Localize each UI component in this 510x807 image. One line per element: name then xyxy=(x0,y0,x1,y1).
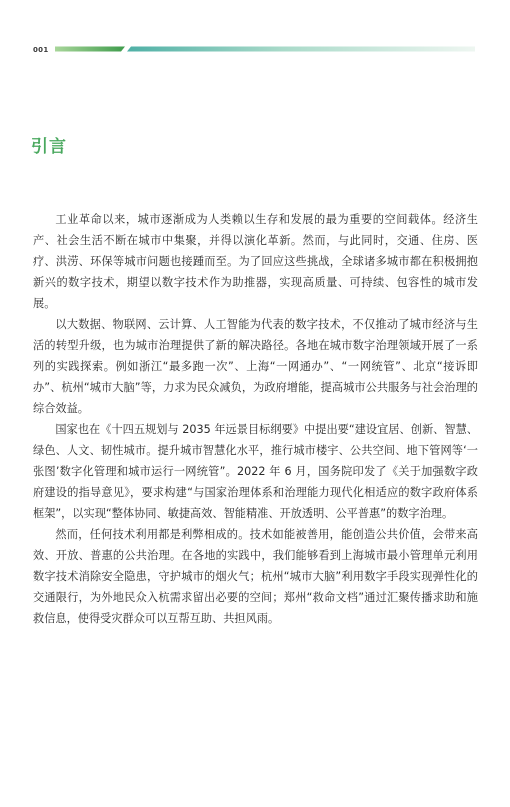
header-decoration-bar xyxy=(55,45,475,53)
section-title: 引言 xyxy=(31,137,67,157)
paragraph: 然而，任何技术利用都是利弊相成的。技术如能被善用，能创造公共价值，会带来高效、开放、普惠的公共治理。在各地的实践中，我们能够看到上海城市最小管理单元利用数字技术消除安全隐患，守护城市的烟火气；杭州“城市大脑”利用数字手段实现弹性化的交通限行，为外地民众入杭需求留出必要的空间；郑州“救命文档”通过汇聚传播求助和施救信息，使得受灾群众可以互帮互助、共担风雨。 xyxy=(33,528,478,625)
bar-segment-teal xyxy=(127,47,475,52)
body-text xyxy=(33,209,478,629)
paragraph: 以大数据、物联网、云计算、人工智能为代表的数字技术，不仅推动了城市经济与生活的转型升级，也为城市治理提供了新的解决路径。各地在城市数字治理领域开展了一系列的实践探索。例如浙江“最多跑一次”、上海“一网通办”、“一网统管”、北京“接诉即办”、杭州“城市大脑”等，力求为民众减负，为政府增能，提高城市公共服务与社会治理的综合效益。 xyxy=(33,318,478,415)
paragraph: 工业革命以来，城市逐渐成为人类赖以生存和发展的最为重要的空间载体。经济生产、社会生活不断在城市中集聚，并得以演化革新。然而，与此同时，交通、住房、医疗、洪涝、环保等城市问题也接踵而至。为了回应这些挑战，全球诸多城市都在积极拥抱新兴的数字技术，期望以数字技术作为助推器，实现高质量、可持续、包容性的城市发展。 xyxy=(33,213,478,310)
bar-segment-green xyxy=(55,47,125,52)
paragraph: 国家也在《十四五规划与 2035 年远景目标纲要》中提出要“建设宜居、创新、智慧、绿色、人文、韧性城市。提升城市智慧化水平，推行城市楼宇、公共空间、地下管网等‘一张图’数字化管理和城市运行一网统管”。2022 年 6 月，国务院印发了《关于加强数字政府建设的指导意见》，要求构建“与国家治理体系和治理能力现代化相适应的数字政府体系框架”，以实现“整体协同、敏捷高效、智能精准、开放透明、公平普惠”的数字治理。 xyxy=(33,423,478,520)
page-number: 001 xyxy=(33,46,49,54)
